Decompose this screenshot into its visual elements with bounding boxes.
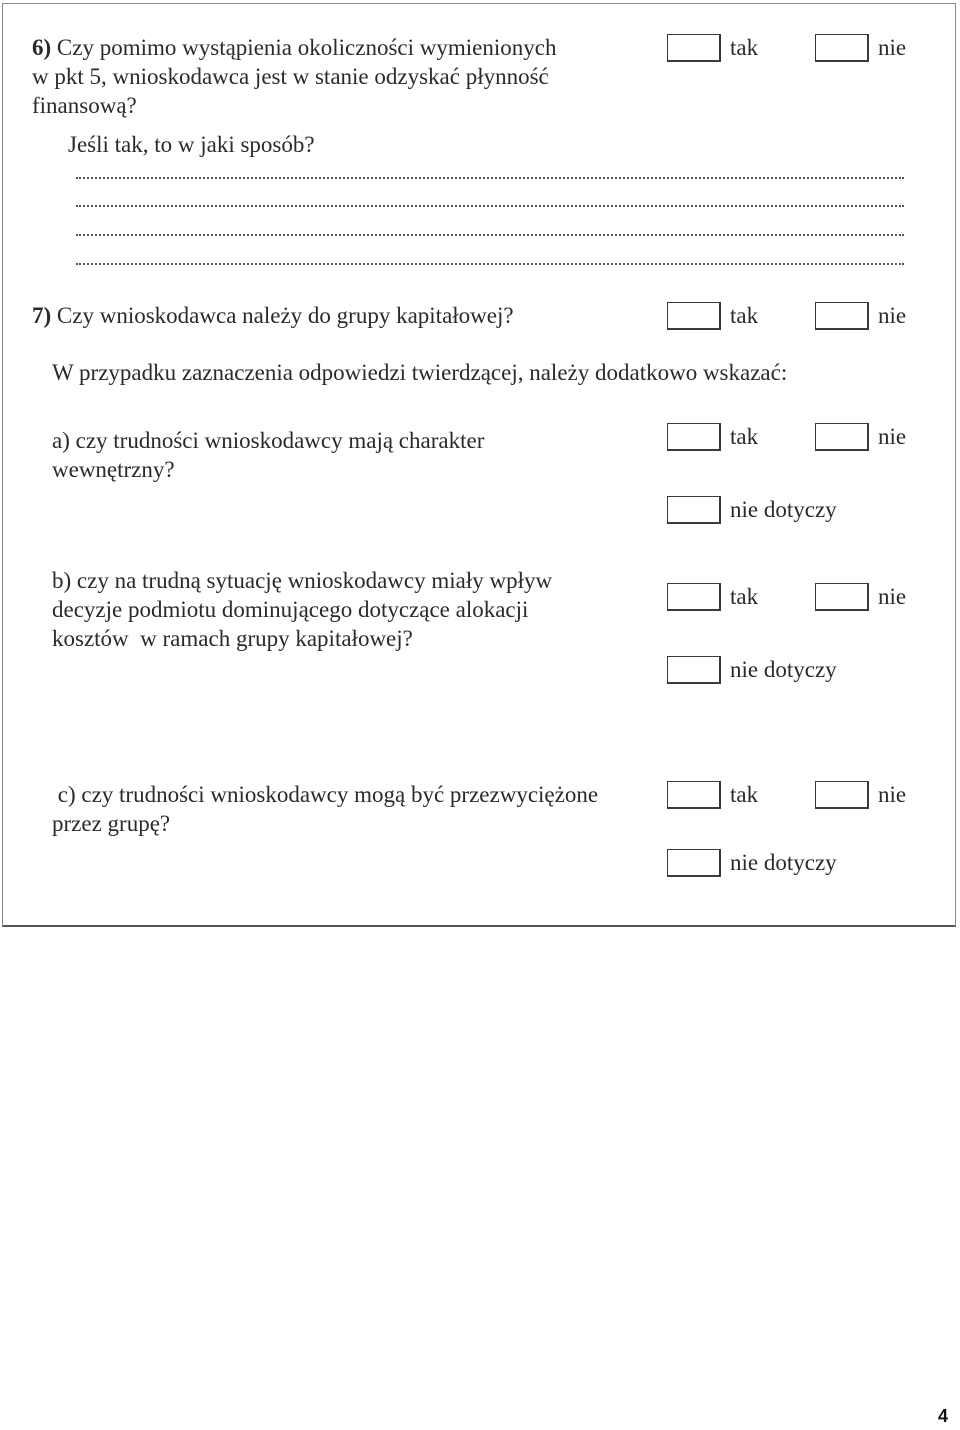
answer-line-3[interactable] xyxy=(76,234,904,236)
q7a-no-label: nie xyxy=(878,424,907,449)
question-7b-line-3: kosztów w ramach grupy kapitałowej? xyxy=(52,626,413,651)
q6-no-label: nie xyxy=(878,35,907,60)
q7a-yes-label: tak xyxy=(730,424,759,449)
q7-yes-checkbox[interactable] xyxy=(667,302,721,330)
q7c-yes-label: tak xyxy=(730,782,759,807)
q7b-yes-label: tak xyxy=(730,584,759,609)
answer-line-4[interactable] xyxy=(76,263,904,265)
question-6-line-3: finansową? xyxy=(32,93,137,118)
question-7c-line-1: c) czy trudności wnioskodawcy mogą być przezwyciężone xyxy=(52,782,599,807)
question-7c-line-2: przez grupę? xyxy=(52,811,171,836)
question-7b-text xyxy=(52,566,552,653)
q7c-na-label: nie dotyczy xyxy=(730,850,837,875)
q7-yes-label: tak xyxy=(730,303,759,328)
q7a-yes-checkbox[interactable] xyxy=(667,423,721,451)
answer-line-1[interactable] xyxy=(76,177,904,179)
question-7a-line-2: wewnętrzny? xyxy=(52,457,175,482)
question-7-number: 7) xyxy=(32,303,52,328)
q7-no-checkbox[interactable] xyxy=(815,302,869,330)
question-7a-line-1: a) czy trudności wnioskodawcy mają charakter xyxy=(52,428,485,453)
page-number: 4 xyxy=(937,1406,948,1426)
q7b-na-label: nie dotyczy xyxy=(730,657,837,682)
q7-no-label: nie xyxy=(878,303,907,328)
q7a-na-label: nie dotyczy xyxy=(730,497,837,522)
question-7c-text xyxy=(52,780,598,838)
q7a-no-checkbox[interactable] xyxy=(815,423,869,451)
question-7-text xyxy=(32,301,514,330)
q6-yes-label: tak xyxy=(730,35,759,60)
question-6-text xyxy=(32,33,556,120)
question-7b-line-2: decyzje podmiotu dominującego dotyczące alokacji xyxy=(52,597,529,622)
q7b-na-checkbox[interactable] xyxy=(667,656,721,684)
q7b-no-label: nie xyxy=(878,584,907,609)
q7c-na-checkbox[interactable] xyxy=(667,849,721,877)
question-6-line-2: w pkt 5, wnioskodawca jest w stanie odzyskać płynność xyxy=(32,64,549,89)
question-6-number: 6) xyxy=(32,35,52,60)
q7c-yes-checkbox[interactable] xyxy=(667,781,721,809)
q6-no-checkbox[interactable] xyxy=(815,34,869,62)
answer-line-2[interactable] xyxy=(76,205,904,207)
question-7-label: Czy wnioskodawca należy do grupy kapitałowej? xyxy=(56,303,514,328)
question-7a-text xyxy=(52,426,484,484)
question-6-line-1: Czy pomimo wystąpienia okoliczności wymienionych xyxy=(56,35,557,60)
q7b-yes-checkbox[interactable] xyxy=(667,583,721,611)
question-7b-line-1: b) czy na trudną sytuację wnioskodawcy miały wpływ xyxy=(52,568,553,593)
q7c-no-label: nie xyxy=(878,782,907,807)
q7c-no-checkbox[interactable] xyxy=(815,781,869,809)
q7b-no-checkbox[interactable] xyxy=(815,583,869,611)
q6-yes-checkbox[interactable] xyxy=(667,34,721,62)
question-6-followup: Jeśli tak, to w jaki sposób? xyxy=(68,132,315,157)
question-7-intro: W przypadku zaznaczenia odpowiedzi twierdzącej, należy dodatkowo wskazać: xyxy=(52,360,788,385)
q7a-na-checkbox[interactable] xyxy=(667,496,721,524)
